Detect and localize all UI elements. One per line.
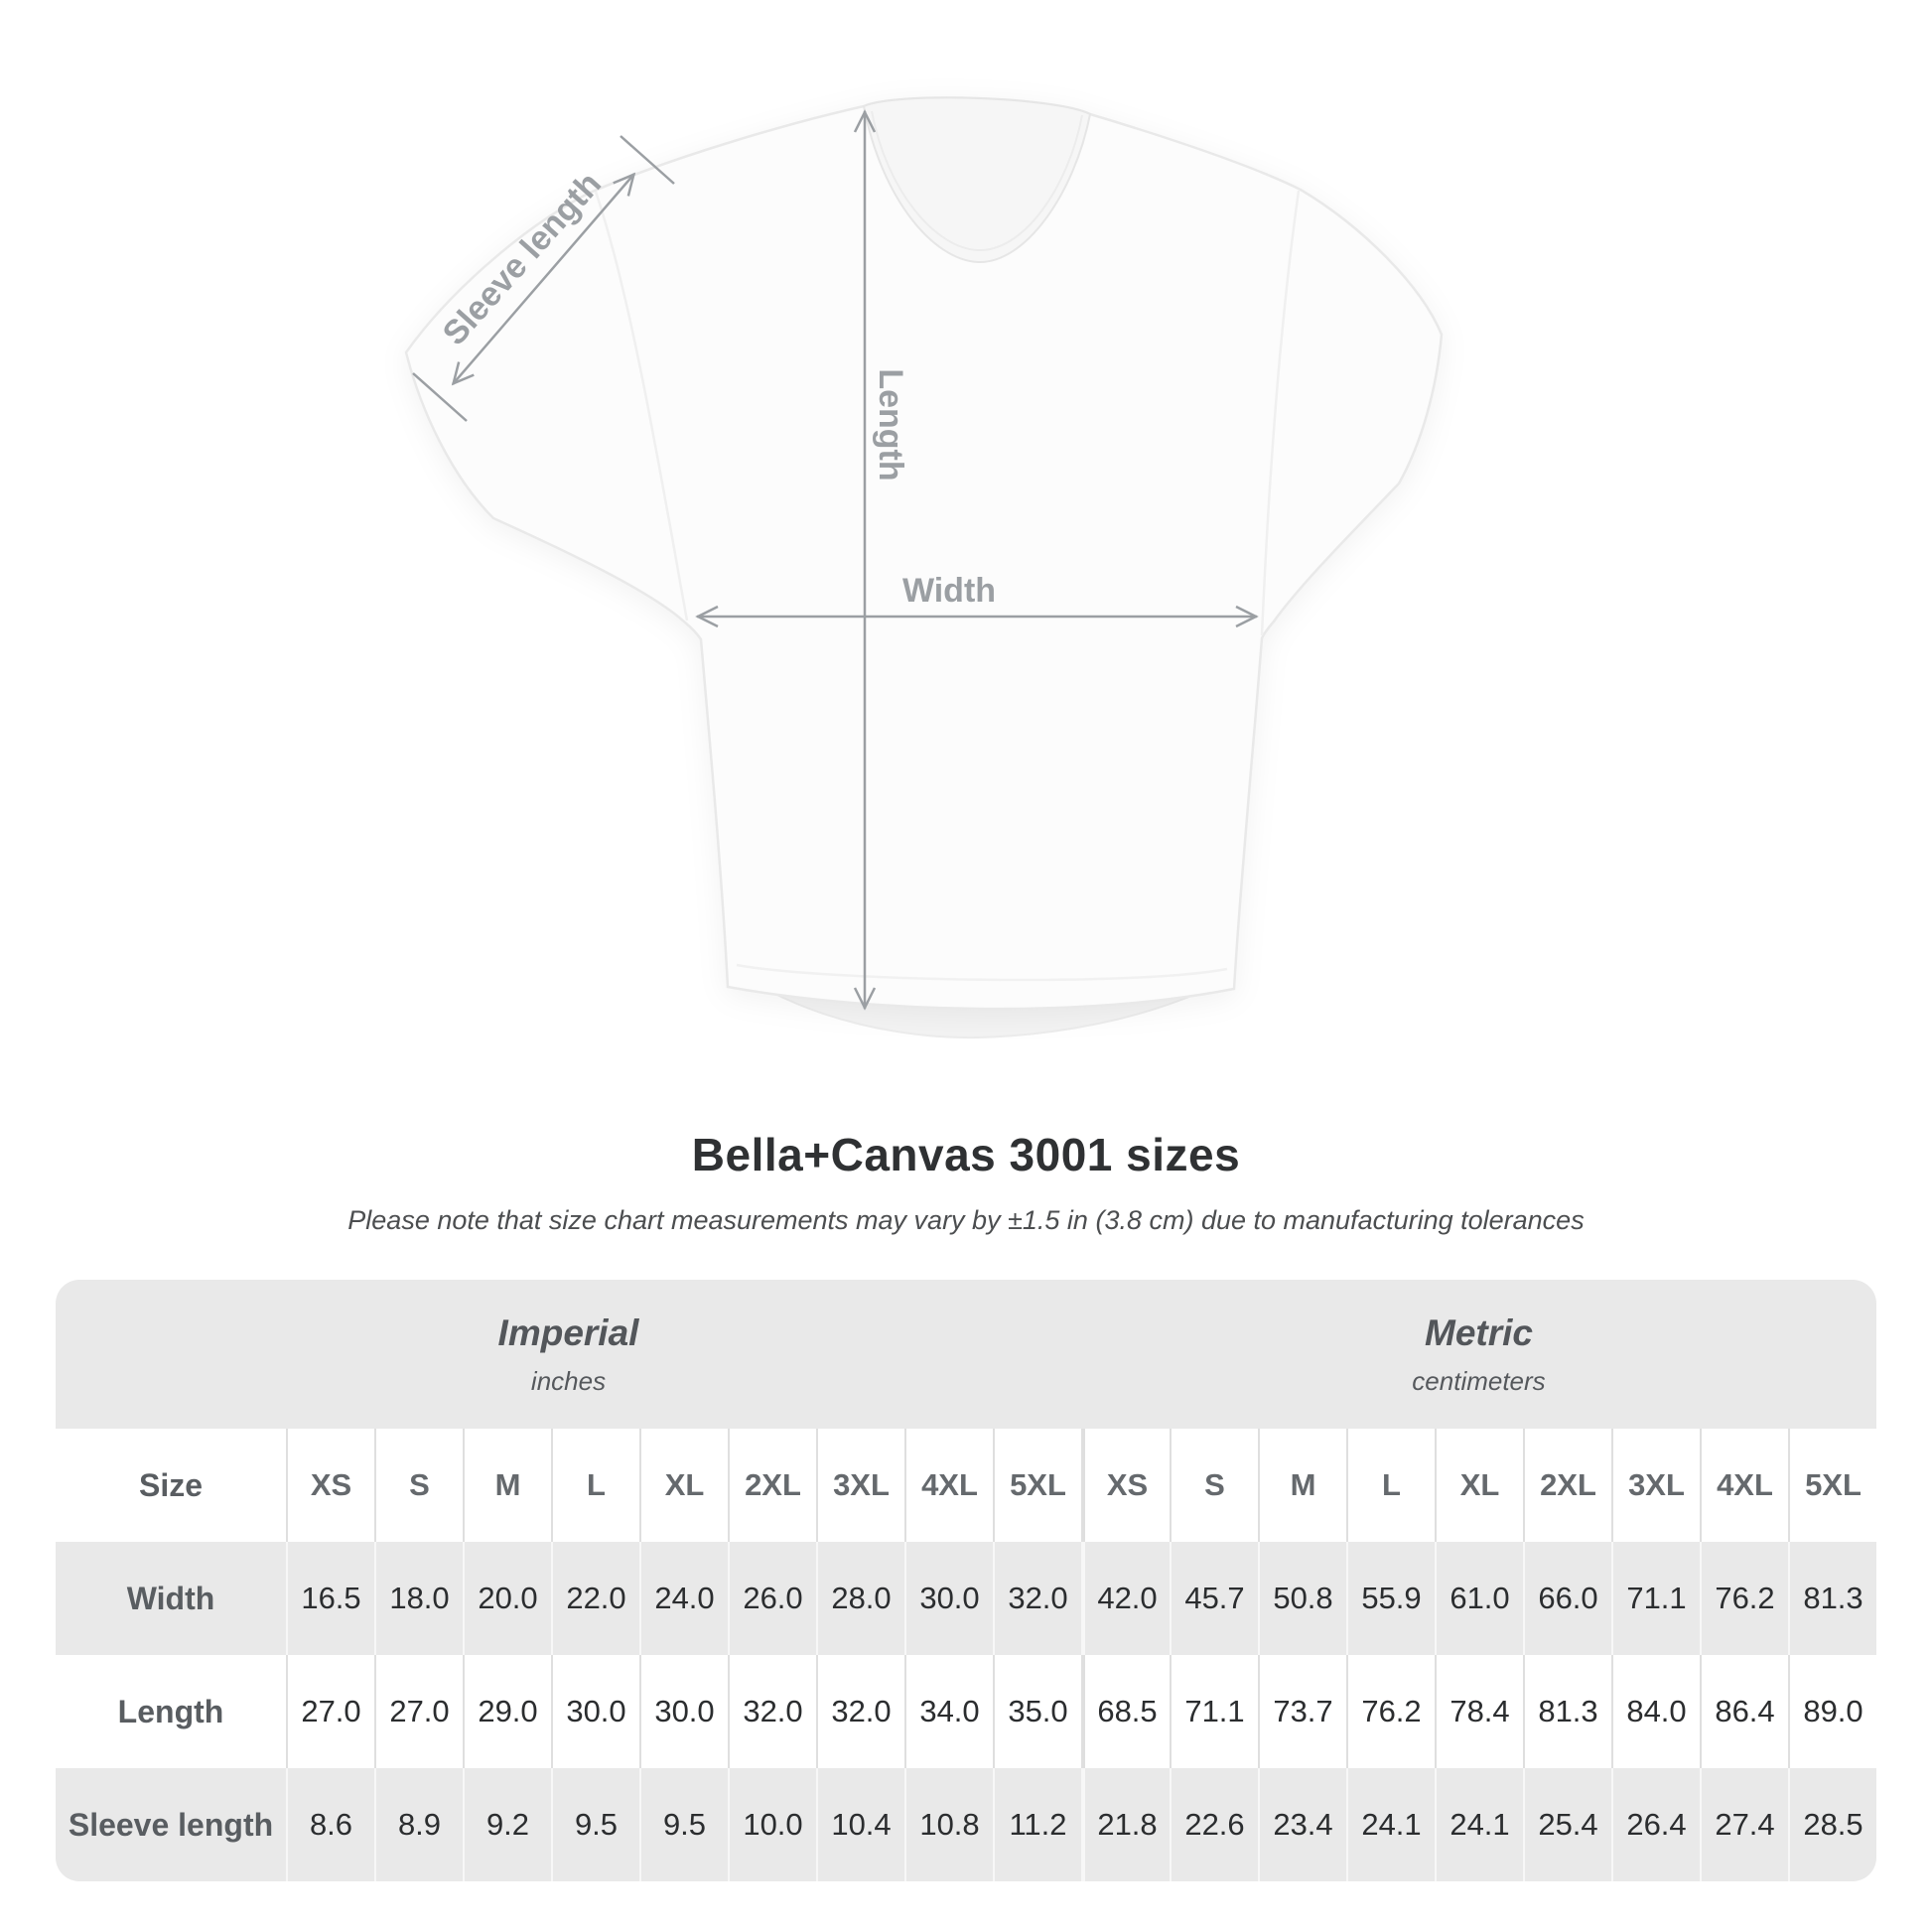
value-metric-4xl: 76.2 <box>1700 1542 1788 1655</box>
value-imperial-s: 8.9 <box>374 1768 463 1881</box>
value-imperial-5xl: 35.0 <box>993 1655 1081 1768</box>
size-header-row <box>56 1429 1876 1542</box>
value-metric-5xl: 89.0 <box>1788 1655 1876 1768</box>
unit-group-header-row <box>56 1280 1876 1429</box>
value-metric-m: 23.4 <box>1258 1768 1346 1881</box>
value-imperial-m: 9.2 <box>463 1768 551 1881</box>
value-imperial-xs: 27.0 <box>286 1655 374 1768</box>
value-imperial-3xl: 10.4 <box>816 1768 904 1881</box>
unit-group-metric-unit: centimeters <box>1412 1365 1546 1396</box>
size-header-imperial-l: L <box>551 1429 639 1542</box>
unit-group-metric <box>1081 1280 1876 1429</box>
value-imperial-m: 20.0 <box>463 1542 551 1655</box>
size-header-metric-3xl: 3XL <box>1611 1429 1700 1542</box>
page-title: Bella+Canvas 3001 sizes <box>691 1129 1241 1180</box>
size-header-imperial-3xl: 3XL <box>816 1429 904 1542</box>
unit-group-imperial-unit: inches <box>530 1365 607 1396</box>
value-metric-xs: 68.5 <box>1081 1655 1170 1768</box>
value-metric-xs: 21.8 <box>1081 1768 1170 1881</box>
measurement-row-sleeve-length <box>56 1768 1876 1881</box>
value-metric-m: 50.8 <box>1258 1542 1346 1655</box>
value-metric-4xl: 27.4 <box>1700 1768 1788 1881</box>
row-label: Width <box>126 1580 215 1616</box>
corner-header: Size <box>138 1466 204 1503</box>
value-imperial-s: 18.0 <box>374 1542 463 1655</box>
size-header-imperial-5xl: 5XL <box>993 1429 1081 1542</box>
value-metric-5xl: 28.5 <box>1788 1768 1876 1881</box>
value-metric-4xl: 86.4 <box>1700 1655 1788 1768</box>
size-header-imperial-xs: XS <box>286 1429 374 1542</box>
size-header-imperial-s: S <box>374 1429 463 1542</box>
value-metric-3xl: 84.0 <box>1611 1655 1700 1768</box>
measurement-row-width <box>56 1542 1876 1655</box>
value-imperial-l: 30.0 <box>551 1655 639 1768</box>
value-metric-s: 45.7 <box>1170 1542 1258 1655</box>
value-imperial-2xl: 32.0 <box>728 1655 816 1768</box>
value-metric-m: 73.7 <box>1258 1655 1346 1768</box>
value-imperial-s: 27.0 <box>374 1655 463 1768</box>
value-metric-l: 55.9 <box>1346 1542 1435 1655</box>
value-imperial-xl: 24.0 <box>639 1542 728 1655</box>
value-imperial-5xl: 11.2 <box>993 1768 1081 1881</box>
value-imperial-l: 9.5 <box>551 1768 639 1881</box>
size-header-imperial-m: M <box>463 1429 551 1542</box>
size-header-metric-4xl: 4XL <box>1700 1429 1788 1542</box>
row-label: Length <box>117 1693 224 1729</box>
measurement-row-length <box>56 1655 1876 1768</box>
value-imperial-5xl: 32.0 <box>993 1542 1081 1655</box>
value-imperial-2xl: 10.0 <box>728 1768 816 1881</box>
size-header-metric-xs: XS <box>1081 1429 1170 1542</box>
value-metric-xl: 61.0 <box>1435 1542 1523 1655</box>
unit-group-imperial-label: Imperial <box>497 1311 639 1353</box>
size-header-imperial-4xl: 4XL <box>904 1429 993 1542</box>
value-metric-s: 71.1 <box>1170 1655 1258 1768</box>
value-imperial-xl: 9.5 <box>639 1768 728 1881</box>
value-metric-l: 24.1 <box>1346 1768 1435 1881</box>
value-metric-s: 22.6 <box>1170 1768 1258 1881</box>
size-header-metric-l: L <box>1346 1429 1435 1542</box>
size-table <box>56 1280 1876 1881</box>
value-metric-xl: 24.1 <box>1435 1768 1523 1881</box>
measurement-rows <box>56 1542 1876 1881</box>
sleeve-length-label: Sleeve length <box>435 165 610 353</box>
size-header-metric-2xl: 2XL <box>1523 1429 1611 1542</box>
value-metric-3xl: 26.4 <box>1611 1768 1700 1881</box>
size-header-imperial-2xl: 2XL <box>728 1429 816 1542</box>
unit-group-imperial <box>56 1280 1081 1429</box>
row-label: Sleeve length <box>68 1806 274 1843</box>
size-header-metric-m: M <box>1258 1429 1346 1542</box>
page-subtitle: Please note that size chart measurements may vary by ±1.5 in (3.8 cm) due to manufacturing tolerances <box>347 1205 1585 1235</box>
width-label: Width <box>901 572 997 610</box>
value-metric-xl: 78.4 <box>1435 1655 1523 1768</box>
value-imperial-3xl: 32.0 <box>816 1655 904 1768</box>
size-header-metric-5xl: 5XL <box>1788 1429 1876 1542</box>
value-metric-2xl: 81.3 <box>1523 1655 1611 1768</box>
value-metric-5xl: 81.3 <box>1788 1542 1876 1655</box>
value-metric-xs: 42.0 <box>1081 1542 1170 1655</box>
value-imperial-xs: 8.6 <box>286 1768 374 1881</box>
value-metric-l: 76.2 <box>1346 1655 1435 1768</box>
size-header-metric-s: S <box>1170 1429 1258 1542</box>
value-imperial-m: 29.0 <box>463 1655 551 1768</box>
value-metric-2xl: 25.4 <box>1523 1768 1611 1881</box>
value-imperial-4xl: 10.8 <box>904 1768 993 1881</box>
value-imperial-2xl: 26.0 <box>728 1542 816 1655</box>
value-imperial-4xl: 34.0 <box>904 1655 993 1768</box>
value-metric-2xl: 66.0 <box>1523 1542 1611 1655</box>
value-metric-3xl: 71.1 <box>1611 1542 1700 1655</box>
length-label: Length <box>872 368 909 482</box>
value-imperial-3xl: 28.0 <box>816 1542 904 1655</box>
size-header-imperial-xl: XL <box>639 1429 728 1542</box>
unit-group-metric-label: Metric <box>1425 1311 1533 1353</box>
value-imperial-xs: 16.5 <box>286 1542 374 1655</box>
size-header-metric-xl: XL <box>1435 1429 1523 1542</box>
value-imperial-4xl: 30.0 <box>904 1542 993 1655</box>
value-imperial-xl: 30.0 <box>639 1655 728 1768</box>
value-imperial-l: 22.0 <box>551 1542 639 1655</box>
